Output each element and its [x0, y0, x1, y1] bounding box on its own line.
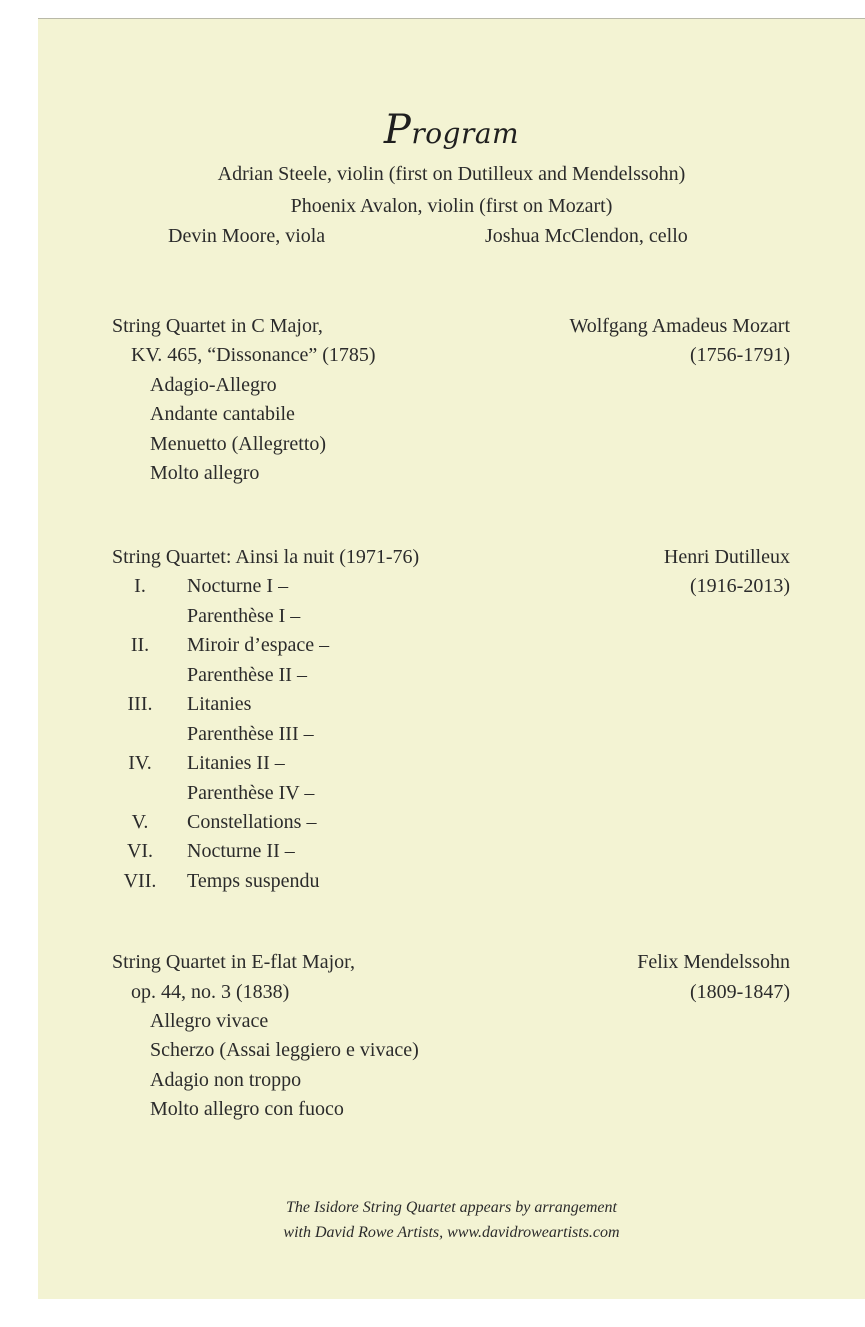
piece-title: String Quartet in E-flat Major,	[112, 951, 356, 973]
movement: Molto allegro con fuoco	[150, 1098, 344, 1120]
movement-number: IV.	[128, 752, 152, 774]
credit-line-2: with David Rowe Artists, www.davidroweartists.com	[283, 1224, 620, 1241]
performer-viola: Devin Moore, viola	[168, 225, 326, 247]
composer-dates: (1809-1847)	[690, 981, 790, 1003]
movement: Constellations –	[187, 811, 317, 833]
movement: Parenthèse II –	[187, 664, 307, 686]
movement-number: VII.	[123, 870, 157, 892]
credit-line-1: The Isidore String Quartet appears by arrangement	[286, 1199, 617, 1216]
piece-title: String Quartet: Ainsi la nuit (1971-76)	[112, 546, 420, 568]
credit-note	[38, 1195, 865, 1245]
performer-second-violin: Phoenix Avalon, violin (first on Mozart)	[290, 195, 613, 217]
movement-number: II.	[130, 634, 150, 656]
composer-name: Henri Dutilleux	[663, 546, 790, 568]
movement: Parenthèse I –	[187, 605, 301, 627]
piece-title-cont: KV. 465, “Dissonance” (1785)	[131, 344, 376, 366]
movement-number: I.	[134, 575, 146, 597]
movement: Miroir d’espace –	[187, 634, 330, 656]
movement: Adagio non troppo	[150, 1069, 302, 1091]
movement: Andante cantabile	[150, 403, 295, 425]
performer-first-violin: Adrian Steele, violin (first on Dutilleux and Mendelssohn)	[217, 163, 686, 185]
movement: Scherzo (Assai leggiero e vivace)	[150, 1039, 419, 1061]
movement: Parenthèse IV –	[187, 782, 315, 804]
composer-dates: (1916-2013)	[690, 575, 790, 597]
performer-cello: Joshua McClendon, cello	[485, 225, 688, 247]
movement: Parenthèse III –	[187, 723, 314, 745]
title-rest: rogram	[411, 117, 520, 150]
movement-number: III.	[127, 693, 153, 715]
composer-name: Felix Mendelssohn	[637, 951, 790, 973]
movement: Litanies II –	[187, 752, 285, 774]
title-initial: P	[383, 107, 412, 153]
movement: Molto allegro	[150, 462, 260, 484]
program-page	[38, 18, 865, 1299]
piece-title: String Quartet in C Major,	[112, 315, 323, 337]
movement: Menuetto (Allegretto)	[150, 433, 327, 455]
movement: Temps suspendu	[187, 870, 320, 892]
movement: Adagio-Allegro	[150, 374, 277, 396]
movement: Litanies	[187, 693, 252, 715]
movement-number: V.	[131, 811, 149, 833]
page-title	[38, 107, 865, 153]
movement: Allegro vivace	[150, 1010, 269, 1032]
composer-name: Wolfgang Amadeus Mozart	[569, 315, 790, 337]
piece-title-cont: op. 44, no. 3 (1838)	[131, 981, 290, 1003]
movement: Nocturne II –	[187, 840, 295, 862]
composer-dates: (1756-1791)	[690, 344, 790, 366]
movement-number: VI.	[126, 840, 154, 862]
movement: Nocturne I –	[187, 575, 289, 597]
